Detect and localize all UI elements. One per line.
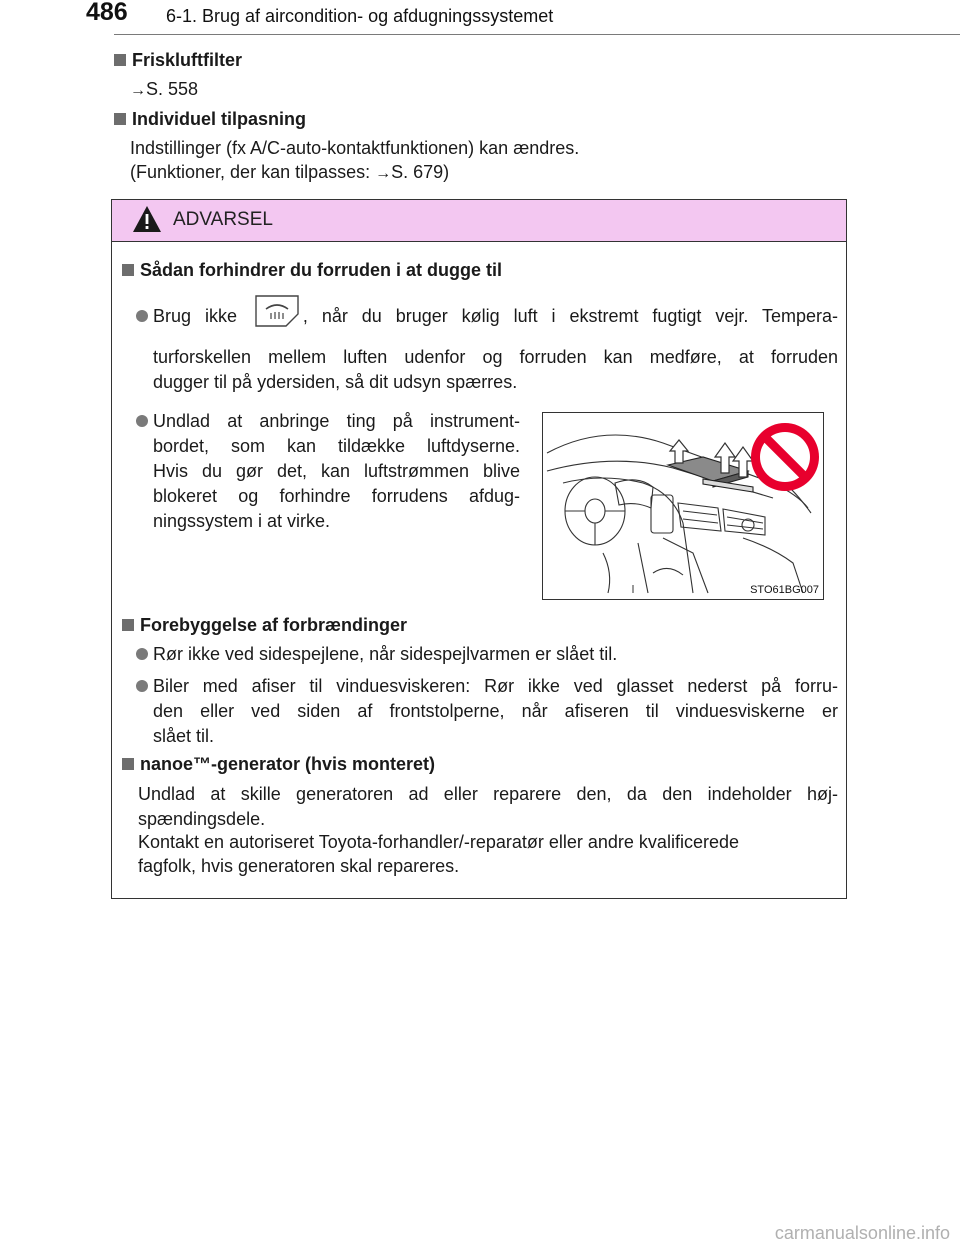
fog-bullet2-line3: Hvis du gør det, kan luftstrømmen blive bbox=[153, 461, 520, 481]
nanoe-line4: fagfolk, hvis generatoren skal repareres. bbox=[138, 856, 460, 876]
nanoe-line2: spændingsdele. bbox=[138, 809, 266, 829]
nanoe-line3: Kontakt en autoriseret Toyota-forhandler/-reparatør eller andre kvalificerede bbox=[138, 832, 739, 852]
square-bullet-icon bbox=[114, 54, 126, 66]
fog-bullet1-line2: turforskellen mellem luften udenfor og forruden kan medføre, at forruden bbox=[153, 347, 838, 367]
dashboard-illustration bbox=[542, 412, 824, 600]
round-bullet-icon bbox=[136, 310, 148, 322]
fog-bullet1-line3: dugger til på ydersiden, så dit udsyn spærres. bbox=[153, 372, 518, 392]
section-heading-filter: Friskluftfilter bbox=[114, 50, 242, 71]
nanoe-line1: Undlad at skille generatoren ad eller reparere den, da den indeholder høj- bbox=[138, 784, 838, 804]
fog-bullet2-line2: bordet, som kan tildække luftdyserne. bbox=[153, 436, 520, 456]
fog-bullet1-line1: Brug ikke , når du bruger kølig luft i ekstremt fugtigt vejr. Tempera- bbox=[136, 304, 838, 330]
fog-bullet2-line4: blokeret og forhindre forrudens afdug- bbox=[153, 486, 520, 506]
square-bullet-icon bbox=[122, 264, 134, 276]
round-bullet-icon bbox=[136, 415, 148, 427]
prohibition-icon bbox=[751, 423, 819, 491]
square-bullet-icon bbox=[122, 758, 134, 770]
fog-bullet2-line5: ningssystem i at virke. bbox=[153, 511, 331, 531]
warning-triangle-icon bbox=[132, 204, 162, 234]
fog-bullet2-line1: Undlad at anbringe ting på instrument- bbox=[136, 409, 520, 434]
chapter-title: 6-1. Brug af aircondition- og afdugningssystemet bbox=[166, 6, 554, 26]
defroster-button-icon bbox=[251, 292, 303, 330]
page-header bbox=[0, 0, 960, 40]
round-bullet-icon bbox=[136, 680, 148, 692]
page-number: 486 bbox=[86, 0, 128, 26]
square-bullet-icon bbox=[122, 619, 134, 631]
square-bullet-icon bbox=[114, 113, 126, 125]
dashboard-drawing bbox=[543, 413, 822, 598]
watermark: carmanualsonline.info bbox=[774, 1223, 950, 1243]
illustration-code: STO61BG007 bbox=[750, 584, 819, 596]
section-heading-custom: Individuel tilpasning bbox=[114, 109, 306, 130]
burn-bullet1: Rør ikke ved sidespejlene, når sidespejlvarmen er slået til. bbox=[136, 642, 838, 667]
warning-title-bar bbox=[112, 200, 846, 242]
warning-title: ADVARSEL bbox=[173, 209, 273, 230]
warning-box bbox=[111, 199, 847, 899]
nanoe-heading: nanoe™-generator (hvis monteret) bbox=[122, 754, 435, 775]
filter-reference[interactable]: →S. 558 bbox=[130, 79, 199, 99]
round-bullet-icon bbox=[136, 648, 148, 660]
custom-text-line1: Indstillinger (fx A/C-auto-kontaktfunktionen) kan ændres. bbox=[130, 138, 580, 158]
custom-reference-link[interactable]: S. 679) bbox=[391, 162, 450, 182]
arrow-icon: → bbox=[130, 82, 146, 99]
burn-bullet2-line1: Biler med afiser til vinduesviskeren: Rør ikke ved glasset nederst på forru- bbox=[136, 674, 838, 699]
burn-heading: Forebyggelse af forbrændinger bbox=[122, 615, 407, 636]
header-rule bbox=[114, 34, 960, 35]
burn-bullet2-line2: den eller ved siden af frontstolperne, når afiseren til vinduesviskerne er bbox=[153, 701, 838, 721]
burn-bullet2-line3: slået til. bbox=[153, 726, 215, 746]
custom-text-line2: (Funktioner, der kan tilpasses: →S. 679) bbox=[130, 162, 450, 182]
arrow-icon: → bbox=[375, 165, 392, 182]
fog-heading: Sådan forhindrer du forruden i at dugge til bbox=[122, 260, 502, 281]
